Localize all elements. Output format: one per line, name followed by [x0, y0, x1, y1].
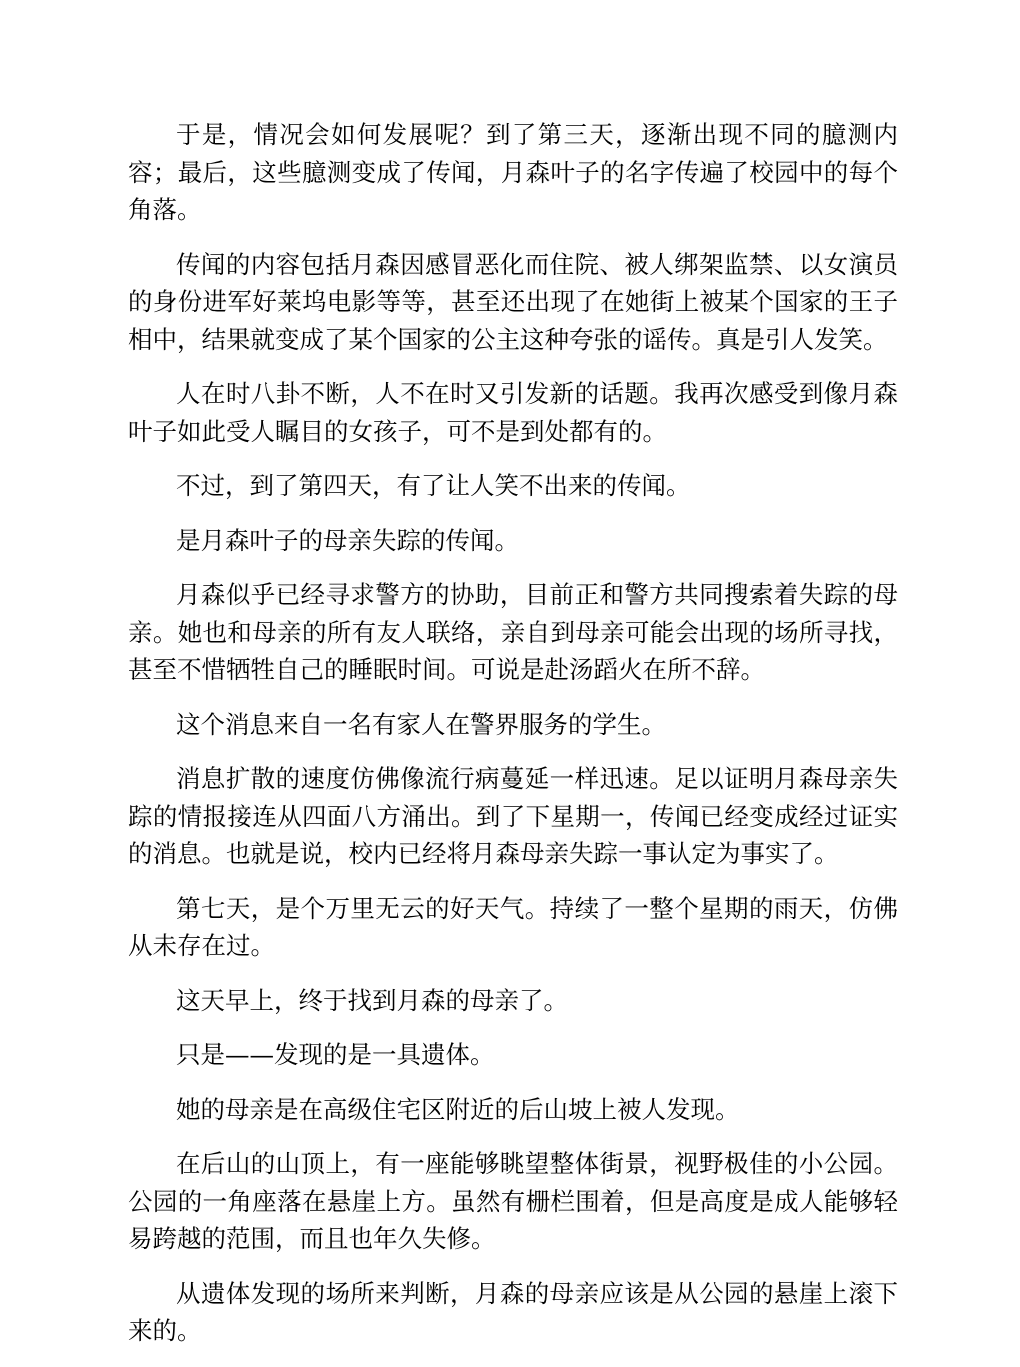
paragraph: 从遗体发现的场所来判断，月森的母亲应该是从公园的悬崖上滚下来的。 — [128, 1278, 898, 1345]
document-page — [128, 116, 898, 1367]
paragraph: 这天早上，终于找到月森的母亲了。 — [176, 985, 568, 1015]
paragraph: 第七天，是个万里无云的好天气。持续了一整个星期的雨天，仿佛从未存在过。 — [128, 893, 898, 960]
paragraph: 不过，到了第四天，有了让人笑不出来的传闻。 — [176, 471, 691, 500]
paragraph: 传闻的内容包括月森因感冒恶化而住院、被人绑架监禁、以女演员的身份进军好莱坞电影等等，甚至还出现了在她街上被某个国家的王子相中，结果就变成了某个国家的公主这种夸张的谣传。真是引人发笑。 — [128, 249, 898, 354]
paragraph: 是月森叶子的母亲失踪的传闻。 — [176, 525, 519, 555]
paragraph: 月森似乎已经寻求警方的协助，目前正和警方共同搜索着失踪的母亲。她也和母亲的所有友人联络，亲自到母亲可能会出现的场所寻找，甚至不惜牺牲自己的睡眠时间。可说是赴汤蹈火在所不辞。 — [128, 580, 898, 684]
paragraph: 于是，情况会如何发展呢？到了第三天，逐渐出现不同的臆测内容；最后，这些臆测变成了传闻，月森叶子的名字传遍了校园中的每个角落。 — [128, 120, 898, 224]
paragraph: 人在时八卦不断，人不在时又引发新的话题。我再次感受到像月森叶子如此受人瞩目的女孩子，可不是到处都有的。 — [128, 379, 898, 446]
paragraph: 只是——发现的是一具遗体。 — [176, 1040, 495, 1069]
paragraph: 消息扩散的速度仿佛像流行病蔓延一样迅速。足以证明月森母亲失踪的情报接连从四面八方涌出。到了下星期一，传闻已经变成经过证实的消息。也就是说，校内已经将月森母亲失踪一事认定为事实了。 — [128, 764, 898, 868]
paragraph: 在后山的山顶上，有一座能够眺望整体街景，视野极佳的小公园。公园的一角座落在悬崖上方。虽然有栅栏围着，但是高度是成人能够轻易跨越的范围，而且也年久失修。 — [128, 1149, 898, 1253]
paragraph: 她的母亲是在高级住宅区附近的后山坡上被人发现。 — [176, 1094, 740, 1124]
paragraph: 这个消息来自一名有家人在警界服务的学生。 — [176, 709, 666, 739]
